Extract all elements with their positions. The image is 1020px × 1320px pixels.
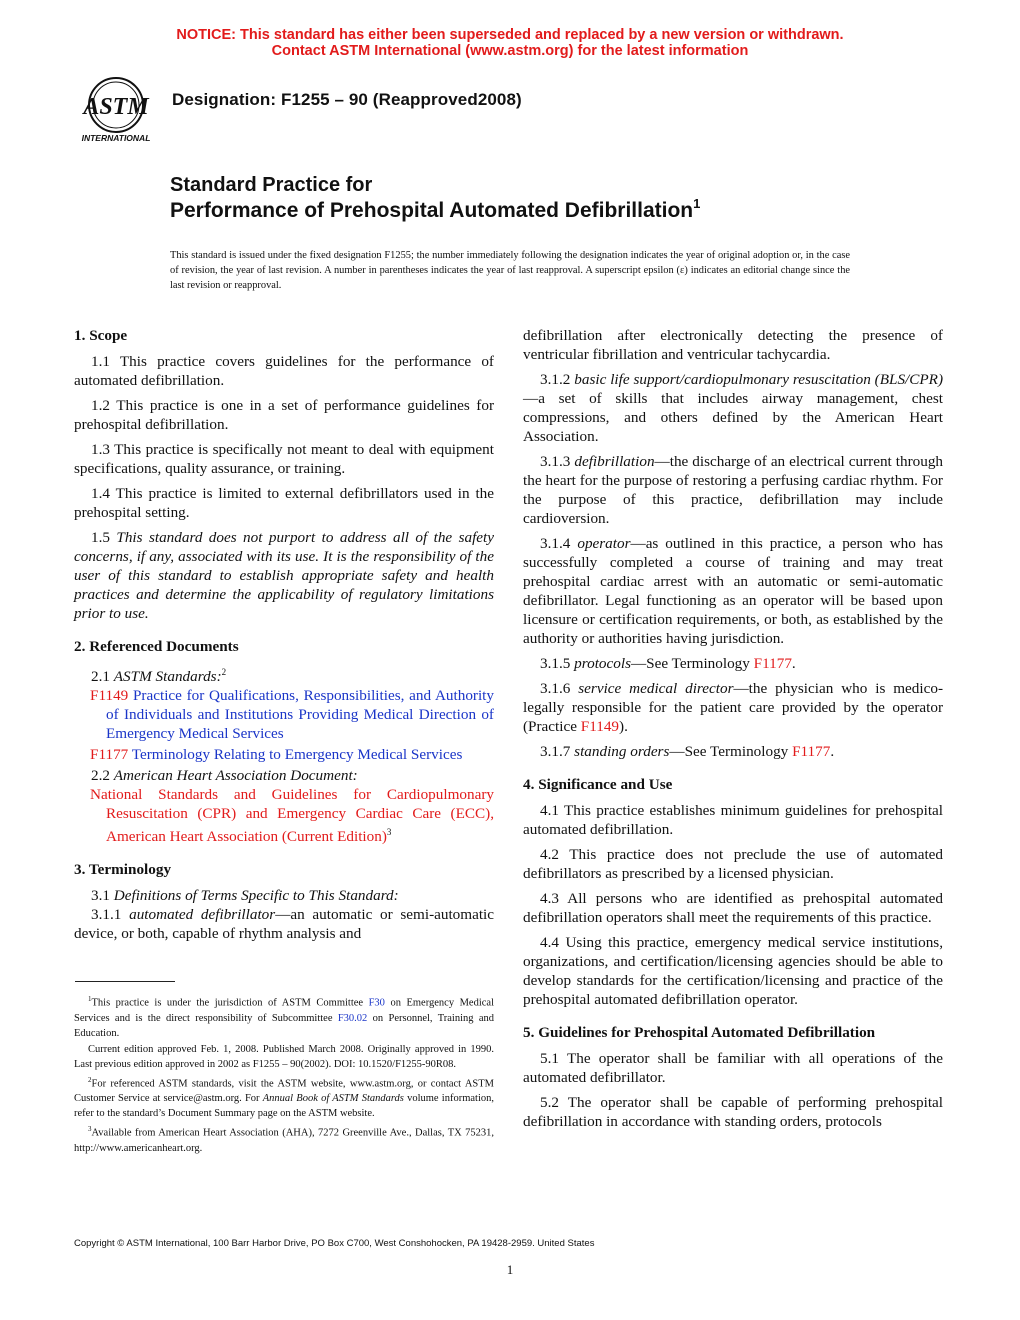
footnote-1-mark: 1 <box>88 995 92 1003</box>
footnote-1-a: This practice is under the jurisdiction of ASTM Committee <box>91 997 364 1009</box>
ref-f1177 <box>74 745 494 764</box>
para-3-1-7: 3.1.7 standing orders—See Terminology F1177. <box>540 743 835 760</box>
para-3-1-5-link[interactable]: F1177 <box>753 655 792 672</box>
para-3-1-3-num: 3.1.3 <box>540 453 571 470</box>
para-3-1-5: 3.1.5 protocols—See Terminology F1177. <box>540 655 796 672</box>
para-3-1-5-num: 3.1.5 <box>540 655 571 672</box>
para-1-5-num: 1.5 <box>91 529 110 546</box>
para-3-1-7-def: —See Terminology <box>669 743 789 760</box>
footnote-1-edition: Current edition approved Feb. 1, 2008. Published March 2008. Originally approved in 1990. Last previous edition approved in 2002 as F1255 – 90(2002). DOI: 10.1520/F1255-90R08. <box>74 1043 494 1070</box>
para-3-1-2 <box>523 370 943 446</box>
para-2-1-sup: 2 <box>221 667 227 677</box>
footnote-2-a: For referenced ASTM standards, visit the ASTM website, www.astm.org, or contact ASTM Customer Service at service@astm.org. For <box>74 1078 494 1104</box>
footnote-1-c: on Personnel, Training and Education. <box>74 1012 495 1039</box>
heading-guidelines: 5. Guidelines for Prehospital Automated Defibrillation <box>523 1024 876 1041</box>
para-3-1-1-continued: defibrillation after electronically detecting the presence of ventricular fibrillation and ventricular tachycardia. <box>523 327 943 363</box>
para-3-1-6-def: —the physician who is medico-legally responsible for the patient care provided by the operator (Practice <box>523 680 944 735</box>
para-3-1-4 <box>523 534 943 648</box>
para-2-1-num: 2.1 <box>91 668 110 686</box>
para-3-1-1 <box>74 905 494 943</box>
logo-text: ASTM <box>83 94 149 120</box>
footnote-3-mark: 3 <box>88 1125 92 1133</box>
para-3-1-5-def: —See Terminology <box>630 655 750 672</box>
logo-subtext: INTERNATIONAL <box>81 133 151 143</box>
footnote-1-link-f30-02[interactable]: F30.02 <box>337 1012 368 1024</box>
heading-significance: 4. Significance and Use <box>523 776 673 793</box>
footnote-2-italic: Annual Book of ASTM Standards <box>262 1093 404 1104</box>
para-3-1-6-term: service medical director <box>578 680 734 697</box>
footnote-1-link-f30[interactable]: F30 <box>368 997 385 1009</box>
para-3-1-3-term: defibrillation <box>574 453 655 470</box>
para-3-1-num: 3.1 <box>91 887 110 905</box>
footnote-1-b: on Emergency Medical Services and is the direct responsibility of Subcommittee <box>74 997 494 1024</box>
para-4-2: 4.2 This practice does not preclude the use of automated defibrillators as prescribed by a licensed physician. <box>523 846 943 882</box>
para-3-1-2-def: —a set of skills that includes airway management, chest compressions, and others defined by the American Heart Association. <box>523 390 943 445</box>
para-3-1-3 <box>523 452 943 528</box>
title-text: Performance of Prehospital Automated Defibrillation <box>170 199 694 222</box>
para-3-1-text: Definitions of Terms Specific to This Standard: <box>113 887 399 905</box>
footnote-3 <box>74 1122 494 1156</box>
footnote-2-b: volume information, refer to the standard’s Document Summary page on the ASTM website. <box>74 1093 494 1119</box>
para-1-5-text: This standard does not purport to address all of the safety concerns, if any, associated with its use. It is the responsibility of the user of this standard to establish appropriate safety and health practices and determine the applicability of regulatory limitations prior to use. <box>74 529 495 622</box>
intro-paragraph: This standard is issued under the fixed designation F1255; the number immediately following the designation indicates the year of original adoption or, in the case of revision, the year of last revision. A number in parentheses indicates the year of last reapproval. A superscript epsilon (ε) indicates an editorial change since the last revision or reapproval. <box>170 250 850 291</box>
para-2-2-text: American Heart Association Document: <box>113 767 358 785</box>
notice-line-2: Contact ASTM International (www.astm.org) for the latest information <box>271 43 749 59</box>
para-1-4: 1.4 This practice is limited to external defibrillators used in the prehospital setting. <box>74 485 494 521</box>
para-3-1-6-link[interactable]: F1149 <box>580 718 620 735</box>
para-3-1-1-def: —an automatic or semi-automatic device, or both, capable of rhythm analysis and <box>74 906 495 943</box>
para-1-3: 1.3 This practice is specifically not meant to deal with equipment specifications, quality assurance, or training. <box>74 441 494 477</box>
para-3-1-7-link[interactable]: F1177 <box>792 743 831 760</box>
para-5-2: 5.2 The operator shall be capable of performing prehospital defibrillation in accordance with standing orders, protocols <box>523 1094 943 1130</box>
para-3-1-1-num: 3.1.1 <box>91 906 122 924</box>
ref-f1149-title-link[interactable]: Practice for Qualifications, Responsibilities, and Authority of Individuals and Institutions Providing Medical Direction of Emergency Medical Services <box>106 687 494 743</box>
footnote-1 <box>74 992 494 1041</box>
designation: Designation: F1255 – 90 (Reapproved2008) <box>172 90 522 109</box>
para-2-1-text: ASTM Standards: <box>113 668 222 686</box>
para-3-1-4-def: —as outlined in this practice, a person who has successfully completed a course of training and may treat prehospital cardiac arrest with an automatic or semi-automatic defibrillator. Legal functioning as an operator will be based upon licensure or certification requirements, or both, as established by the authority or authorities having jurisdiction. <box>523 535 944 647</box>
page-number: 1 <box>506 1262 514 1277</box>
left-column <box>74 326 494 949</box>
para-4-4: 4.4 Using this practice, emergency medical service institutions, organizations, and certification/licensing agencies should be able to develop standards for the certification/licensing and practice of the prehospital automated defibrillation operator. <box>523 934 943 1008</box>
ref-f1149-code-link[interactable]: F1149 <box>90 687 129 705</box>
para-5-1: 5.1 The operator shall be familiar with all operations of the automated defibrillator. <box>523 1050 943 1086</box>
footnote-2-mark: 2 <box>88 1075 92 1084</box>
para-3-1 <box>74 886 494 905</box>
para-2-1 <box>74 663 494 686</box>
para-3-1-6-end: ). <box>619 718 628 735</box>
title-footnote-mark: 1 <box>693 196 701 211</box>
heading-referenced-documents: 2. Referenced Documents <box>74 638 239 655</box>
notice-line-1: NOTICE: This standard has either been superseded and replaced by a new version or withdrawn. <box>176 27 844 43</box>
para-1-1: 1.1 This practice covers guidelines for the performance of automated defibrillation. <box>74 353 494 389</box>
para-4-3: 4.3 All persons who are identified as prehospital automated defibrillation operators shall meet the requirements of this practice. <box>523 890 943 926</box>
para-3-1-4-term: operator <box>577 535 631 552</box>
para-3-1-2-term: basic life support/cardiopulmonary resuscitation (BLS/CPR) <box>574 371 944 388</box>
footnote-3-text: Available from American Heart Association (AHA), 7272 Greenville Ave., Dallas, TX 75231, http://www.americanheart.org. <box>74 1127 494 1154</box>
right-column <box>523 326 943 1137</box>
ref-aha-link[interactable]: National Standards and Guidelines for Cardiopulmonary Resuscitation (CPR) and Emergency Cardiac Care (ECC), American Heart Association (Current Edition) <box>90 786 494 846</box>
para-3-1-6-num: 3.1.6 <box>540 680 571 697</box>
footnote-rule <box>75 981 175 982</box>
astm-logo <box>70 74 162 146</box>
heading-scope: 1. Scope <box>74 327 128 344</box>
para-2-2-num: 2.2 <box>91 767 110 785</box>
title-line-2 <box>170 196 701 223</box>
footnotes <box>74 992 494 1157</box>
para-2-2 <box>74 766 494 785</box>
para-3-1-1-term: automated defibrillator <box>129 906 276 924</box>
para-3-1-2-num: 3.1.2 <box>540 371 571 388</box>
ref-aha-sup: 3 <box>386 827 392 838</box>
para-3-1-7-term: standing orders <box>574 743 670 760</box>
ref-aha <box>74 785 494 846</box>
para-1-2: 1.2 This practice is one in a set of performance guidelines for prehospital defibrillation. <box>74 397 494 433</box>
para-3-1-4-num: 3.1.4 <box>540 535 571 552</box>
footnote-2 <box>74 1073 494 1122</box>
para-3-1-3-def: —the discharge of an electrical current through the heart for the purpose of restoring a perfusing cardiac rhythm. For the purpose of this practice, defibrillation may include cardioversion. <box>523 453 944 527</box>
para-3-1-6 <box>523 679 943 736</box>
para-1-5 <box>74 528 494 623</box>
ref-f1149 <box>74 686 494 743</box>
para-4-1: 4.1 This practice establishes minimum guidelines for prehospital automated defibrillation. <box>523 802 943 838</box>
ref-f1177-code-link[interactable]: F1177 <box>90 746 129 764</box>
ref-f1177-title-link[interactable]: Terminology Relating to Emergency Medical Services <box>131 746 463 764</box>
para-3-1-7-num: 3.1.7 <box>540 743 571 760</box>
copyright: Copyright © ASTM International, 100 Barr Harbor Drive, PO Box C700, West Conshohocken, PA 19428-2959. United States <box>74 1238 595 1249</box>
heading-terminology: 3. Terminology <box>74 861 172 879</box>
title-line-1: Standard Practice for <box>170 174 373 196</box>
para-3-1-5-term: protocols <box>574 655 631 672</box>
